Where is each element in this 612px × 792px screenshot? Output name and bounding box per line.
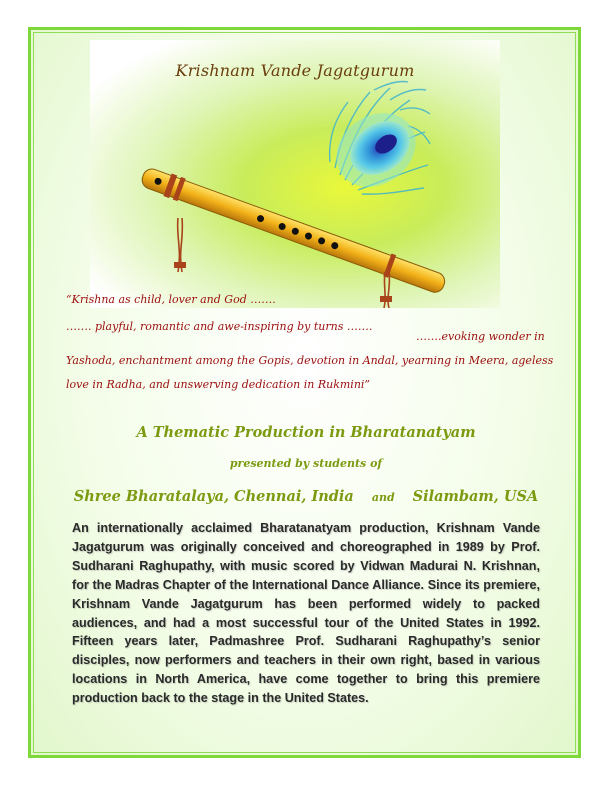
quote-line-3: …….evoking wonder in: [416, 330, 545, 343]
presenter-join: and: [371, 491, 395, 504]
presented-by-line: presented by students of: [229, 457, 383, 470]
production-headline: A Thematic Production in Bharatanatyam: [136, 424, 476, 441]
presenter-bharatalaya: Shree Bharatalaya, Chennai, India: [73, 488, 354, 505]
quote-line-2: ……. playful, romantic and awe-inspiring by turns …….: [66, 320, 373, 333]
quote-line-4: Yashoda, enchantment among the Gopis, devotion in Andal, yearning in Meera, ageless: [66, 354, 554, 367]
flute-icon: [139, 165, 448, 308]
peacock-feather-icon: [322, 81, 430, 201]
quote-line-5: love in Radha, and unswerving dedication in Rukmini”: [66, 378, 371, 391]
description-paragraph: An internationally acclaimed Bharatanatyam production, Krishnam Vande Jagatgurum was originally conceived and choreographed in 1989 by Prof. Sudharani Raghupathy, with music scored by Vidwan Madurai N. Krishnan, for the Madras Chapter of the International Dance Alliance. Since its premiere, Krishnam Vande Jagatgurum has been performed widely to packed audiences, and had a most successful tour of the United States in 1992. Fifteen years later, Padmashree Prof. Sudharani Raghupathy’s senior disciples, now performers and teachers in their own right, based in various locations in North America, have come together to bring this premiere production back to the stage in the United States.: [72, 521, 540, 706]
quote-line-1: “Krishna as child, lover and God …….: [66, 293, 276, 306]
presenters-line: [40, 486, 572, 505]
presenter-silambam: Silambam, USA: [412, 488, 539, 505]
artwork-title: Krishnam Vande Jagatgurum: [175, 61, 415, 80]
flute-and-feather-artwork: [90, 40, 500, 308]
